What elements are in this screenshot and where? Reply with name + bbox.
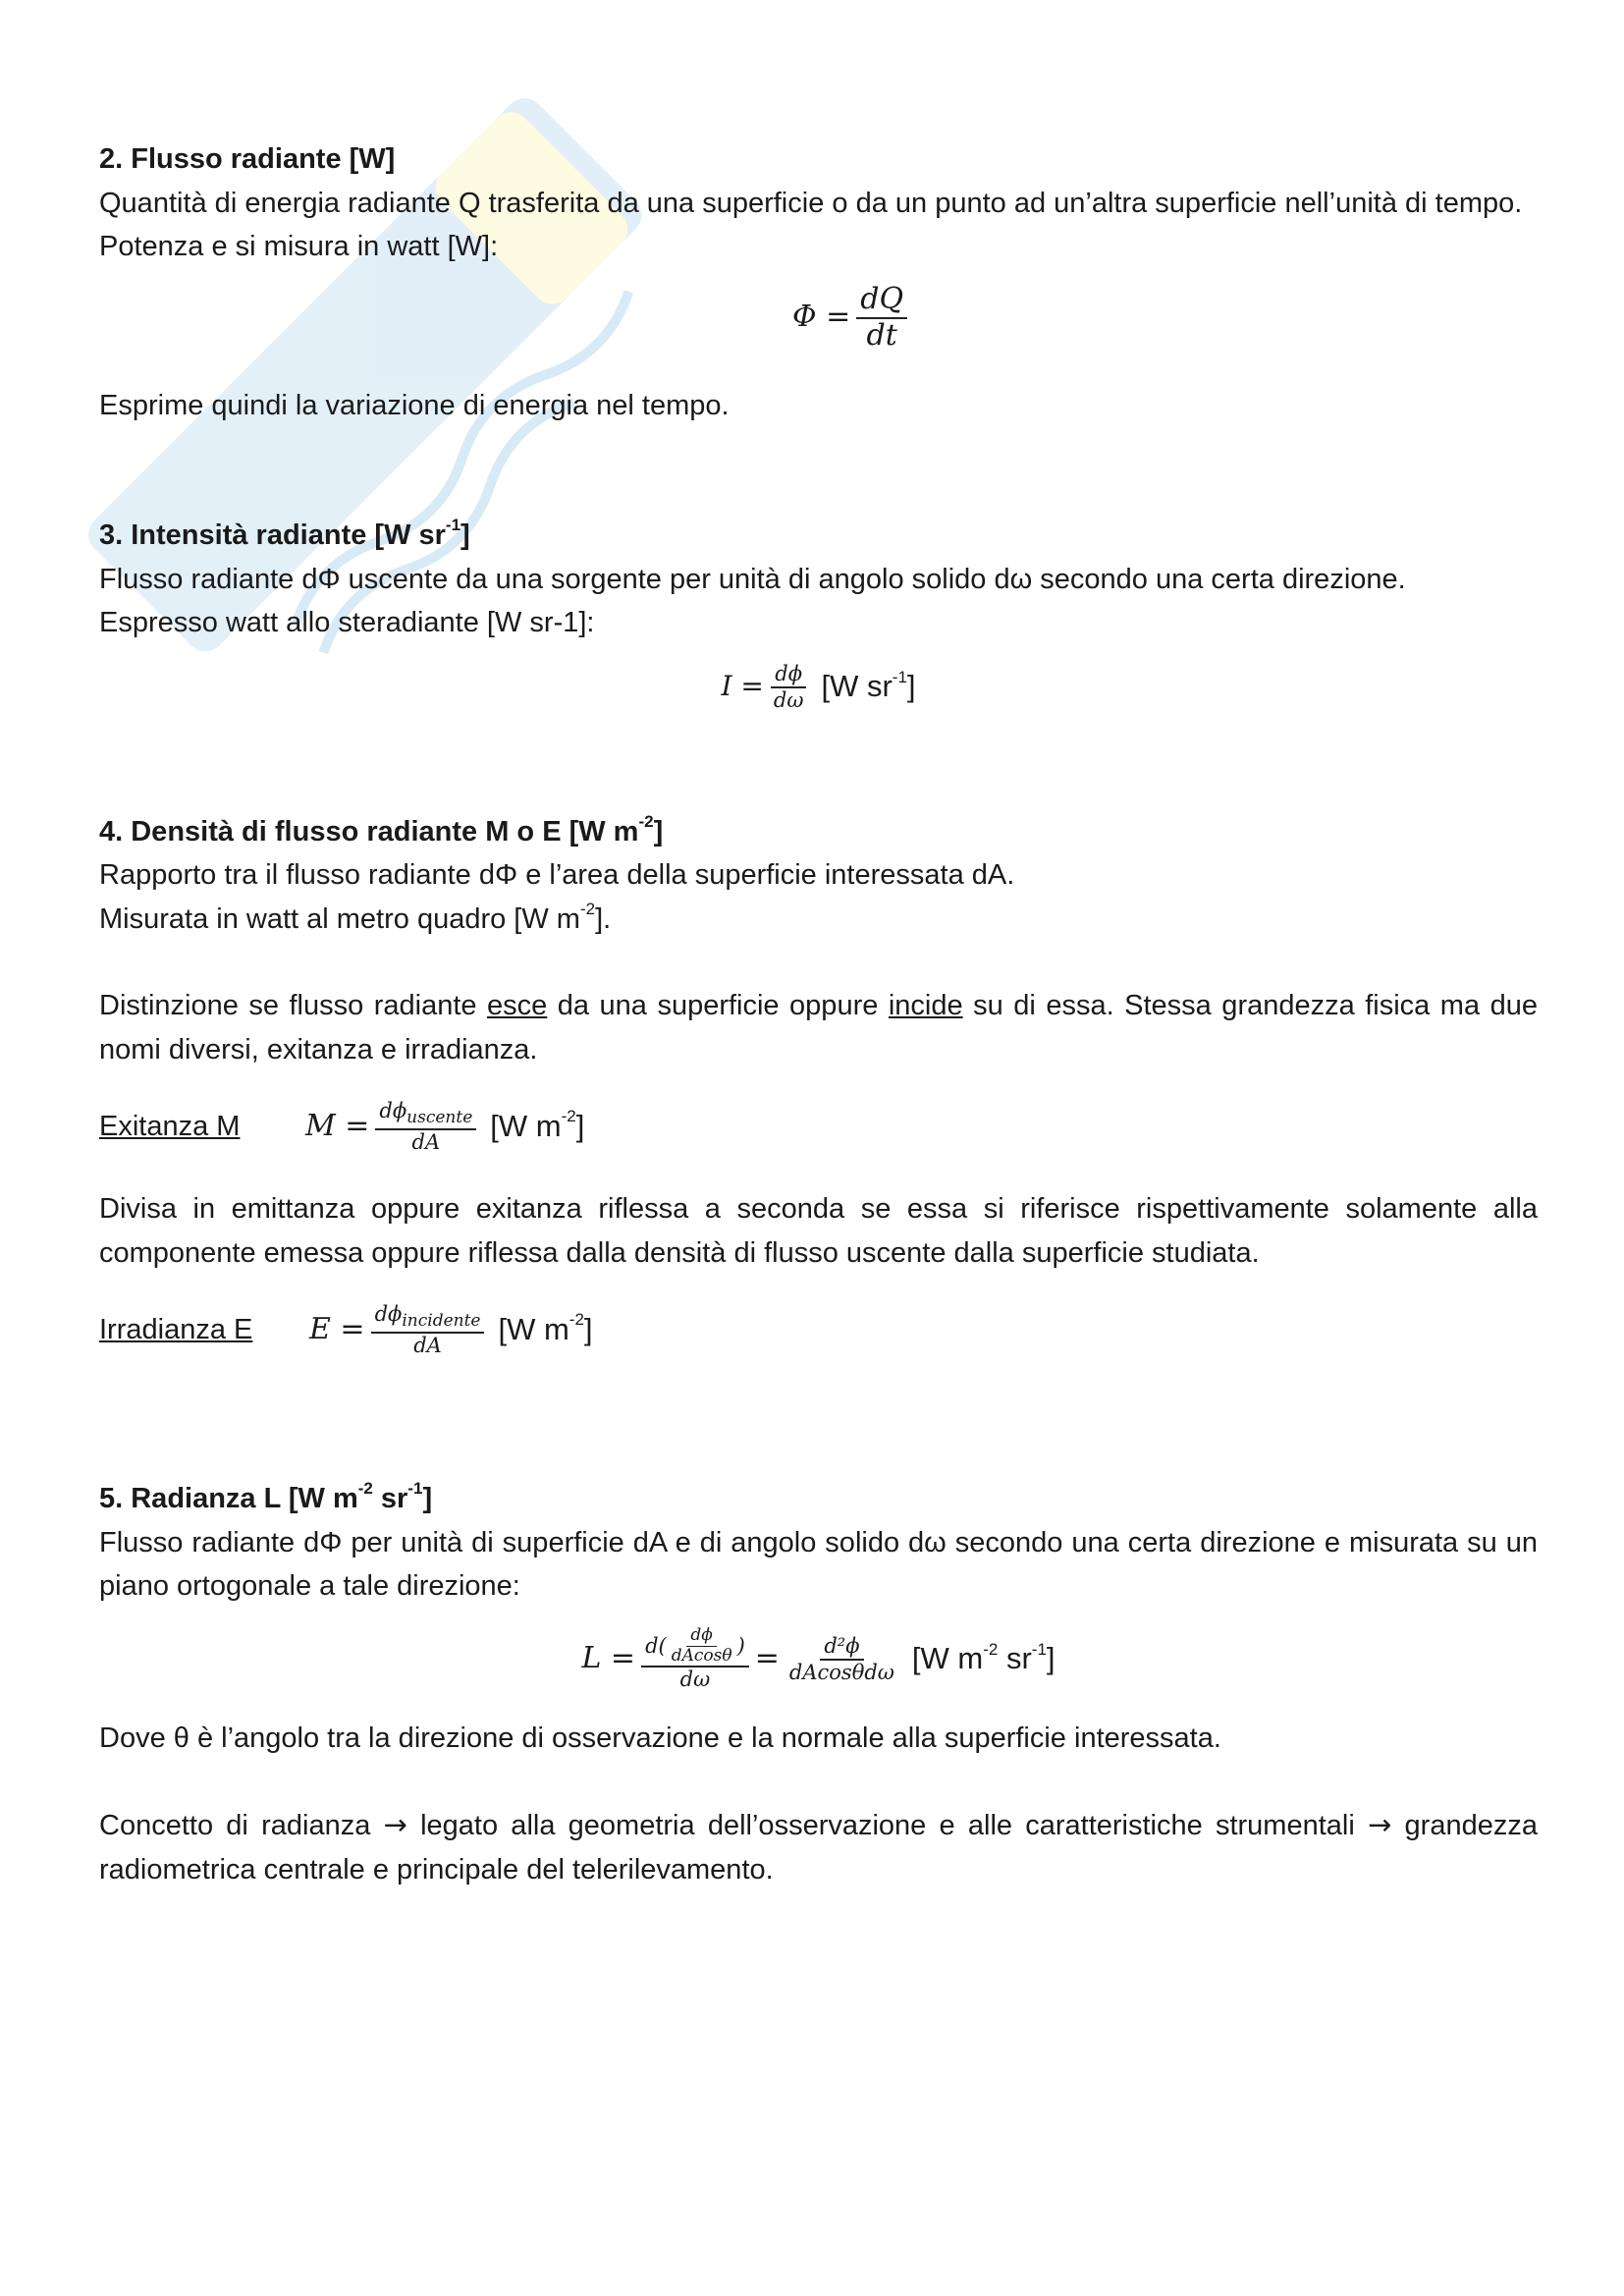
formula-intensity [99, 645, 1538, 730]
formula-radiance [99, 1609, 1538, 1711]
arrow-icon: → [1368, 1808, 1392, 1841]
formula-irradiance [309, 1302, 593, 1357]
exitance-label: Exitanza M [99, 1110, 241, 1142]
section-2-para-3: Esprime quindi la variazione di energia nel tempo. [99, 389, 730, 421]
formula-intensity-denominator: dω [773, 687, 804, 712]
formula-flux-denominator: dt [866, 317, 897, 353]
arrow-icon: → [383, 1808, 407, 1841]
formula-exitance-numerator: $d\phi_{uscente}$ [375, 1099, 476, 1130]
section-5-para-2: Dove θ è l’angolo tra la direzione di osservazione e la normale alla superficie interessata. [99, 1722, 1221, 1754]
section-2-para-1: Quantità di energia radiante Q trasferita da una superficie o da un punto ad un’altra superficie nell’unità di tempo. [99, 187, 1523, 219]
formula-flux [168, 269, 1538, 367]
formula-flux-fraction [856, 283, 907, 353]
section-5-title: 5. Radianza L [W $m^{-2}$ $sr^{-1}$] [99, 1479, 433, 1514]
formula-radiance-fraction-2-denominator: dAcosθdω [788, 1660, 894, 1684]
formula-flux-lhs: Φ = [791, 300, 851, 335]
section-4-para-3: Distinzione se flusso radiante esce da una superficie oppure incide su di essa. Stessa grandezza fisica ma due nomi diversi, exitanza e irradianza. [99, 990, 1538, 1066]
formula-intensity-unit: [W $sr^{-1}$] [821, 667, 916, 704]
irradiance-label: Irradianza E [99, 1313, 253, 1345]
formula-radiance-fraction-1 [641, 1626, 749, 1691]
formula-radiance-fraction-2 [785, 1634, 898, 1683]
formula-exitance-unit: [W $m^{-2}$] [490, 1107, 585, 1143]
formula-exitance-fraction [375, 1099, 476, 1154]
section-2-title: 2. Flusso radiante [W] [99, 143, 396, 175]
formula-irradiance-row [99, 1281, 1538, 1379]
formula-intensity-fraction [770, 662, 808, 711]
formula-radiance-fraction-2-numerator: d²ϕ [820, 1634, 863, 1660]
section-4-title: 4. Densità di flusso radiante M o E [W $m^{-2}$] [99, 811, 664, 847]
formula-irradiance-numerator: $d\phi_{incidente}$ [371, 1302, 485, 1334]
formula-radiance-unit: [W $m^{-2}$ $sr^{-1}$] [911, 1639, 1056, 1676]
formula-radiance-equals: = [754, 1641, 780, 1676]
section-4-para-2: Misurata in watt al metro quadro [W $m^{-2}$]. [99, 899, 612, 935]
section-3-para-1: Flusso radiante dΦ uscente da una sorgente per unità di angolo solido dω secondo una certa direzione. [99, 563, 1406, 595]
formula-intensity-lhs: I = [721, 670, 764, 703]
formula-irradiance-lhs: E = [309, 1311, 365, 1346]
section-4-para-4: Divisa in emittanza oppure exitanza riflessa a seconda se essa si riferisce rispettivamente solamente alla componente emessa oppure riflessa dalla densità di flusso uscente dalla superficie studiata. [99, 1193, 1538, 1269]
document-body [99, 137, 1538, 1891]
section-4-para-1: Rapporto tra il flusso radiante dΦ e l’area della superficie interessata dA. [99, 859, 1015, 891]
formula-radiance-fraction-1-denominator: dω [679, 1667, 711, 1692]
formula-exitance [305, 1099, 584, 1154]
formula-flux-numerator: dQ [856, 283, 907, 319]
formula-intensity-numerator: dϕ [771, 662, 806, 687]
formula-radiance-fraction-1-numerator: d( $\frac{d\phi}{dAcos\theta}$ ) [641, 1626, 749, 1667]
section-5-para-1: Flusso radiante dΦ per unità di superficie dA e di angolo solido dω secondo una certa direzione e misurata su un piano ortogonale a tale direzione: [99, 1526, 1538, 1602]
formula-irradiance-unit: [W $m^{-2}$] [498, 1310, 593, 1346]
formula-irradiance-fraction [371, 1302, 485, 1357]
section-3-para-2: Espresso watt allo steradiante [W sr-1]: [99, 607, 595, 638]
section-5-para-3: Concetto di radianza → legato alla geometria dell’osservazione e alle caratteristiche strumentali → grandezza radiometrica centrale e principale del telerilevamento. [99, 1808, 1538, 1886]
formula-exitance-denominator: dA [411, 1129, 441, 1154]
formula-radiance-lhs: L = [581, 1641, 636, 1676]
section-2-para-2: Potenza e si misura in watt [W]: [99, 231, 499, 262]
formula-exitance-lhs: M = [305, 1108, 370, 1143]
formula-exitance-row [99, 1077, 1538, 1175]
section-3-title: 3. Intensità radiante [W $sr^{-1}$] [99, 516, 470, 551]
formula-irradiance-denominator: dA [413, 1333, 442, 1357]
